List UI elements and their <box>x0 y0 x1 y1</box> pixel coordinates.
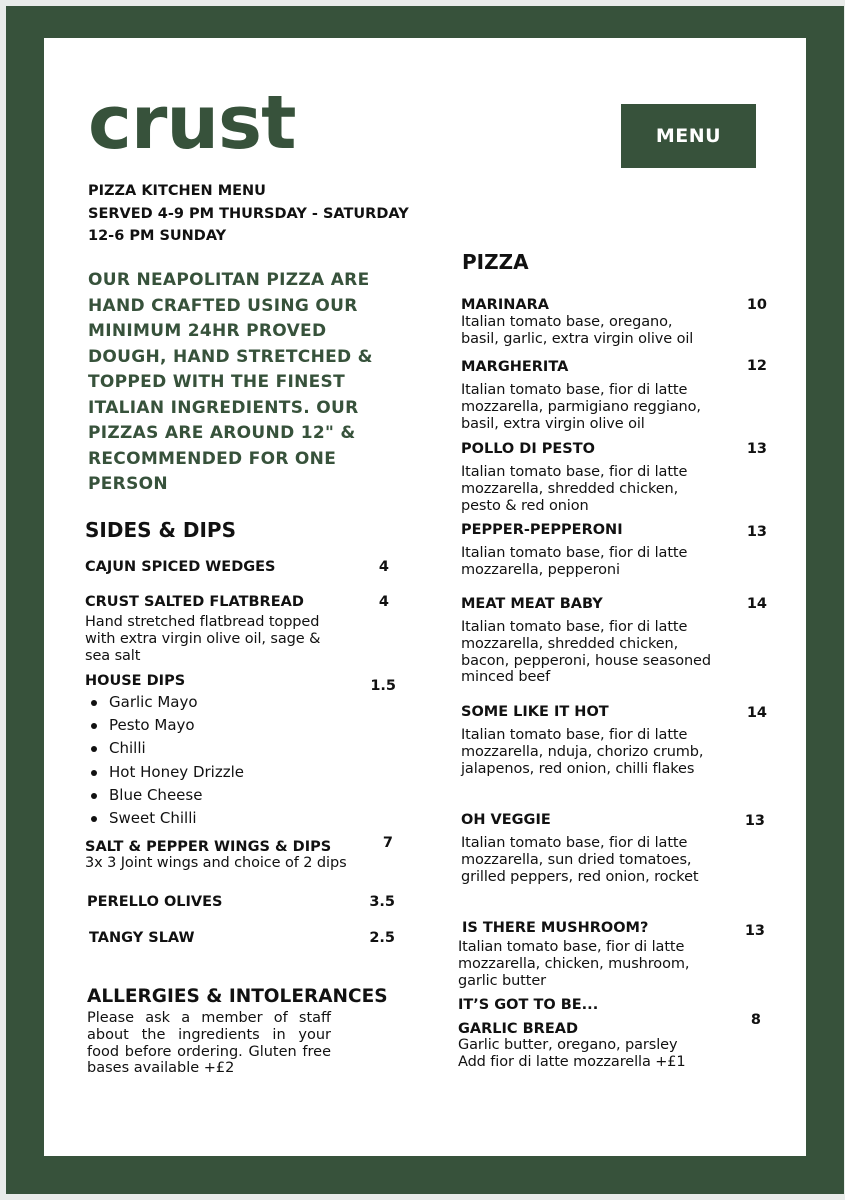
item-desc-garlic-bread: Garlic butter, oregano, parsley <box>458 1037 678 1053</box>
item-price-pollo-di-pesto: 13 <box>746 441 767 457</box>
item-name-meat-meat-baby: MEAT MEAT BABY <box>461 596 603 612</box>
item-desc-pollo-di-pesto: Italian tomato base, fior di latte mozzarella, shredded chicken, pesto & red onion <box>461 464 688 514</box>
intro-text: OUR NEAPOLITAN PIZZA ARE HAND CRAFTED USING OUR MINIMUM 24HR PROVED DOUGH, HAND STRETCHED & TOPPED WITH THE FINEST ITALIAN INGREDIENTS. OUR PIZZAS ARE AROUND 12" & RECOMMENDED FOR ONE PERSON <box>88 270 373 494</box>
item-name-house-dips: HOUSE DIPS <box>85 673 186 689</box>
item-addon-garlic-bread: Add fior di latte mozzarella +£1 <box>458 1054 686 1070</box>
list-item: Sweet Chilli <box>87 807 244 830</box>
item-name-some-like-it-hot: SOME LIKE IT HOT <box>461 704 609 720</box>
item-name-margherita: MARGHERITA <box>461 359 569 375</box>
item-desc-oh-veggie: Italian tomato base, fior di latte mozzarella, sun dried tomatoes, grilled peppers, red onion, rocket <box>461 835 699 885</box>
info-line-1: PIZZA KITCHEN MENU <box>88 183 266 199</box>
item-price-slaw: 2.5 <box>369 930 395 946</box>
item-price-meat-meat-baby: 14 <box>746 596 767 612</box>
item-desc-margherita: Italian tomato base, fior di latte mozzarella, parmigiano reggiano, basil, extra virgin olive oil <box>461 382 701 432</box>
list-item: Pesto Mayo <box>87 714 244 737</box>
item-desc-is-there-mushroom: Italian tomato base, fior di latte mozzarella, chicken, mushroom, garlic butter <box>458 939 690 989</box>
allergies-text: Please ask a member of staff about the ingredients in your food before ordering. Gluten free bases available +£2 <box>87 1010 331 1077</box>
sides-heading: SIDES & DIPS <box>85 518 236 542</box>
list-item: Garlic Mayo <box>87 691 244 714</box>
info-line-3: 12-6 PM SUNDAY <box>88 228 227 244</box>
item-price-olives: 3.5 <box>369 894 395 910</box>
item-name-slaw: TANGY SLAW <box>89 930 195 946</box>
extras-heading: IT’S GOT TO BE... <box>458 997 599 1013</box>
item-name-pollo-di-pesto: POLLO DI PESTO <box>461 441 595 457</box>
item-name-olives: PERELLO OLIVES <box>87 894 223 910</box>
item-price-wedges: 4 <box>378 559 389 575</box>
item-desc-pepper-pepperoni: Italian tomato base, fior di latte mozzarella, pepperoni <box>461 545 688 578</box>
pizza-heading: PIZZA <box>462 250 529 274</box>
item-desc-some-like-it-hot: Italian tomato base, fior di latte mozzarella, nduja, chorizo crumb, jalapenos, red onion, chilli flakes <box>461 727 704 777</box>
item-name-flatbread: CRUST SALTED FLATBREAD <box>85 594 304 610</box>
menu-page <box>44 38 806 1156</box>
item-desc-meat-meat-baby: Italian tomato base, fior di latte mozzarella, shredded chicken, bacon, pepperoni, house seasoned minced beef <box>461 619 711 686</box>
item-price-is-there-mushroom: 13 <box>744 923 765 939</box>
item-desc-wings: 3x 3 Joint wings and choice of 2 dips <box>85 855 347 871</box>
item-desc-flatbread: Hand stretched flatbread topped with extra virgin olive oil, sage & sea salt <box>85 614 321 664</box>
item-price-wings: 7 <box>382 835 393 851</box>
menu-badge: MENU <box>621 104 756 168</box>
item-price-margherita: 12 <box>746 358 767 374</box>
allergies-heading: ALLERGIES & INTOLERANCES <box>87 986 388 1007</box>
item-name-oh-veggie: OH VEGGIE <box>461 812 551 828</box>
dips-list <box>87 691 244 830</box>
item-price-marinara: 10 <box>746 297 767 313</box>
item-price-flatbread: 4 <box>378 594 389 610</box>
item-name-is-there-mushroom: IS THERE MUSHROOM? <box>462 920 649 936</box>
service-info <box>88 180 409 248</box>
item-price-house-dips: 1.5 <box>370 678 396 694</box>
item-name-marinara: MARINARA <box>461 297 549 313</box>
brand-logo: crust <box>88 80 296 166</box>
item-price-oh-veggie: 13 <box>744 813 765 829</box>
item-price-garlic-bread: 8 <box>750 1012 761 1028</box>
item-name-wings: SALT & PEPPER WINGS & DIPS <box>85 839 332 855</box>
list-item: Blue Cheese <box>87 784 244 807</box>
list-item: Hot Honey Drizzle <box>87 761 244 784</box>
item-name-garlic-bread: GARLIC BREAD <box>458 1021 578 1037</box>
item-name-pepper-pepperoni: PEPPER-PEPPERONI <box>461 522 623 538</box>
list-item: Chilli <box>87 737 244 760</box>
info-line-2: SERVED 4-9 PM THURSDAY - SATURDAY <box>88 205 409 222</box>
item-name-wedges: CAJUN SPICED WEDGES <box>85 559 276 575</box>
item-price-some-like-it-hot: 14 <box>746 705 767 721</box>
item-price-pepper-pepperoni: 13 <box>746 524 767 540</box>
item-desc-marinara: Italian tomato base, oregano, basil, garlic, extra virgin olive oil <box>461 314 694 347</box>
